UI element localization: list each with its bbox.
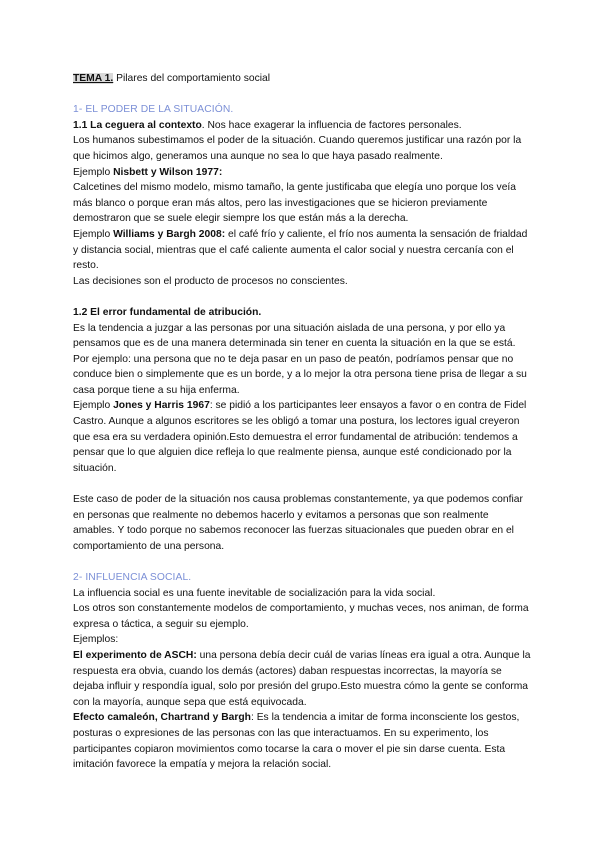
example-prefix: Ejemplo [73,166,114,178]
example-line [73,710,533,772]
paragraph: Las decisiones son el producto de procesos no conscientes. [73,275,348,287]
example-text: el café frío y caliente, el frío nos aumenta la sensación de frialdad y distancia social, mientras que el café caliente aumenta el calor social y nuestra cercanía con el resto. [73,228,528,272]
paragraph: Los otros son constantemente modelos de comportamiento, y muchas veces, nos animan, de forma expresa o táctica, a seguir su ejemplo. [73,603,529,630]
paragraph: Los humanos subestimamos el poder de la situación. Cuando queremos justificar una razón por la que hicimos algo, generamos una aunque no sea lo que haya pasado realmente. [73,135,522,162]
example-line [73,398,533,476]
paragraph: Es la tendencia a juzgar a las personas por una situación aislada de una persona, y por ello ya pensamos que es de una manera determinada sin tener en cuenta la situación en la que se está. Por ejemplo: una persona que no te deja pasar en un paso de peatón, podríamos pensar que no conduce bien o simplemente que es un borde, y a lo mejor la otra persona tiene prisa de llegar a su casa porque tiene a su hija enferma. [73,322,527,396]
example-text: una persona debía decir cuál de varias líneas era igual a otra. Aunque la respuesta era obvia, cuando los demás (actores) daban respuestas incorrectas, la mayoría se dejaba influir y respondía igual, solo por presión del grupo.Esto muestra cómo la gente se conforma con la mayoría, aunque sepa que está equivocada. [73,649,531,708]
spacer [73,476,533,492]
example-prefix: Ejemplo [73,228,114,240]
example-line [73,165,533,181]
document-title [73,71,533,87]
paragraph: La influencia social es una fuente inevitable de socialización para la vida social. [73,587,436,599]
example-text: : Es la tendencia a imitar de forma inconsciente los gestos, posturas o expresiones de las personas con las que interactuamos. En su experimento, los participantes copiaron movimientos como tocarse la cara o mover el pie sin darse cuenta. Esta imitación favorece la empatía y mejora la relación social. [73,712,520,771]
subsection-1-1 [73,118,533,134]
spacer [73,289,533,305]
subsection-1-2-title [73,305,533,321]
subsection-1-1-title: 1.1 La ceguera al contexto [73,119,202,131]
paragraph: Calcetines del mismo modelo, mismo tamaño, la gente justificaba que elegía uno porque los veía más blanco o porque eran más altos, pero las investigaciones que se hicieron previamente demostraron que se suele elegir siempre los que están más a la derecha. [73,182,517,225]
paragraph: Ejemplos: [73,634,119,646]
subsection-title: 1.2 El error fundamental de atribución. [73,306,262,318]
example-line [73,648,533,710]
title-text: Pilares del comportamiento social [113,73,271,84]
example-prefix: Ejemplo [73,400,114,412]
document-body [73,71,533,773]
section-1-heading: 1- EL PODER DE LA SITUACIÓN. [73,104,234,116]
example-reference: Efecto camaleón, Chartrand y Bargh [73,712,251,724]
title-label: TEMA 1. [73,73,114,84]
example-reference: Nisbett y Wilson 1977: [113,166,223,178]
paragraph: Este caso de poder de la situación nos causa problemas constantemente, ya que podemos confiar en personas que realmente no debemos hacerlo y evitamos a personas que son realmente amables. Y todo porque no sabemos reconocer las fuerzas situacionales que pueden obrar en el comportamiento de una persona. [73,494,523,552]
section-2-heading: 2- INFLUENCIA SOCIAL. [73,572,192,583]
example-line [73,227,533,274]
example-reference: Jones y Harris 1967 [113,400,210,412]
example-reference: Williams y Bargh 2008: [113,228,226,240]
subsection-1-1-intro: . Nos hace exagerar la influencia de factores personales. [201,119,462,131]
example-reference: El experimento de ASCH: [73,649,197,661]
spacer [73,554,533,570]
example-text: : se pidió a los participantes leer ensayos a favor o en contra de Fidel Castro. Aunque a algunos escritores se les obligó a tomar una postura, los lectores igual creyeron que esa era su verdadera opinión.Esto demuestra el error fundamental de atribución: tendemos a pensar que lo que alguien dice refleja lo que realmente piensa, aunque esté condicionado por la situación. [73,400,527,474]
